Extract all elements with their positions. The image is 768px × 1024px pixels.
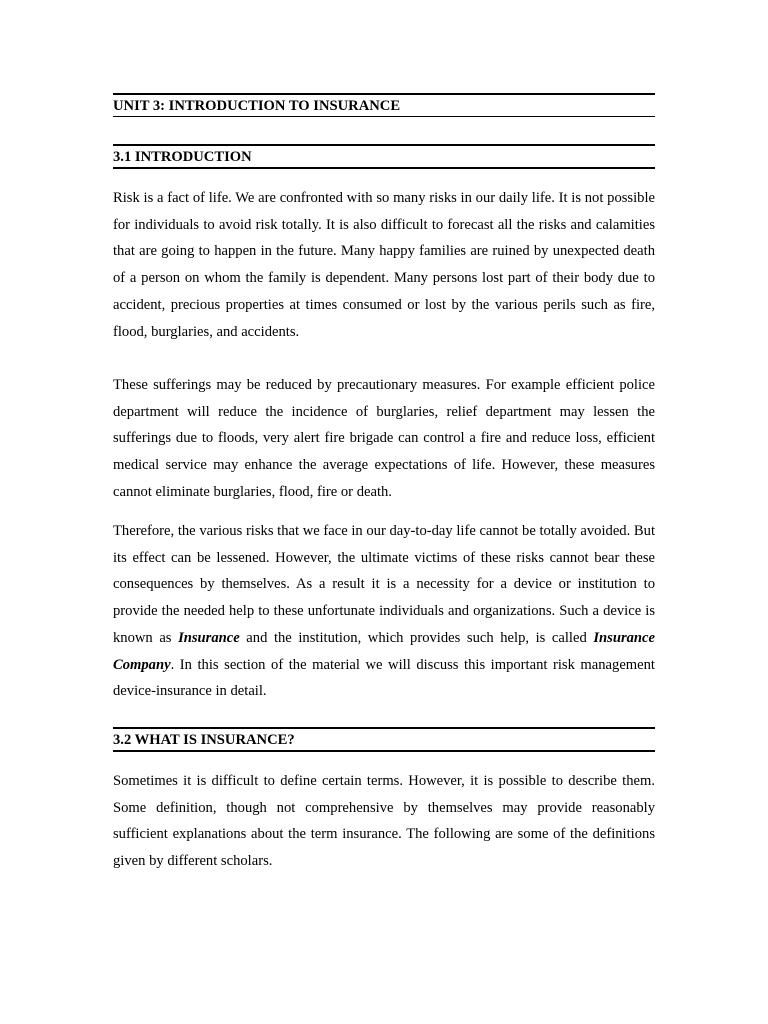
- term-insurance: Insurance: [178, 629, 240, 646]
- section-heading-introduction: 3.1 INTRODUCTION: [113, 144, 655, 169]
- term-insurance-company: Insurance Company: [113, 629, 655, 673]
- paragraph-insurance-device: [113, 518, 655, 705]
- paragraph-risk-fact-of-life: Risk is a fact of life. We are confronted with so many risks in our daily life. It is not possible for individuals to avoid risk totally. It is also difficult to forecast all the risks and calamities that are going to happen in the future. Many happy families are ruined by unexpected death of a person on whom the family is dependent. Many persons lost part of their body due to accident, precious properties at times consumed or lost by the various perils such as fire, flood, burglaries, and accidents.: [113, 190, 655, 340]
- paragraph-text: and the institution, which provides such help, is called: [239, 629, 594, 646]
- paragraph-precautionary-measures: These sufferings may be reduced by precautionary measures. For example efficient police department will reduce the incidence of burglaries, relief department may lessen the sufferings due to floods, very alert fire brigade can control a fire and reduce loss, efficient medical service may enhance the average expectations of life. However, these measures cannot eliminate burglaries, flood, fire or death.: [113, 377, 655, 500]
- paragraph-text: . In this section of the material we will discuss this important risk management device-insurance in detail.: [113, 656, 655, 700]
- paragraph-text: Therefore, the various risks that we face in our day-to-day life cannot be totally avoided. But its effect can be lessened. However, the ultimate victims of these risks cannot bear these consequences by themselves. As a result it is a necessity for a device or institution to provide the needed help to these unfortunate individuals and organizations. Such a device is known as: [113, 523, 655, 646]
- paragraph-definitions: Sometimes it is difficult to define certain terms. However, it is possible to describe them. Some definition, though not comprehensive by themselves may provide reasonably sufficient explanations about the term insurance. The following are some of the definitions given by different scholars.: [113, 773, 655, 870]
- unit-heading: UNIT 3: INTRODUCTION TO INSURANCE: [113, 93, 655, 117]
- section-heading-what-is-insurance: 3.2 WHAT IS INSURANCE?: [113, 727, 655, 752]
